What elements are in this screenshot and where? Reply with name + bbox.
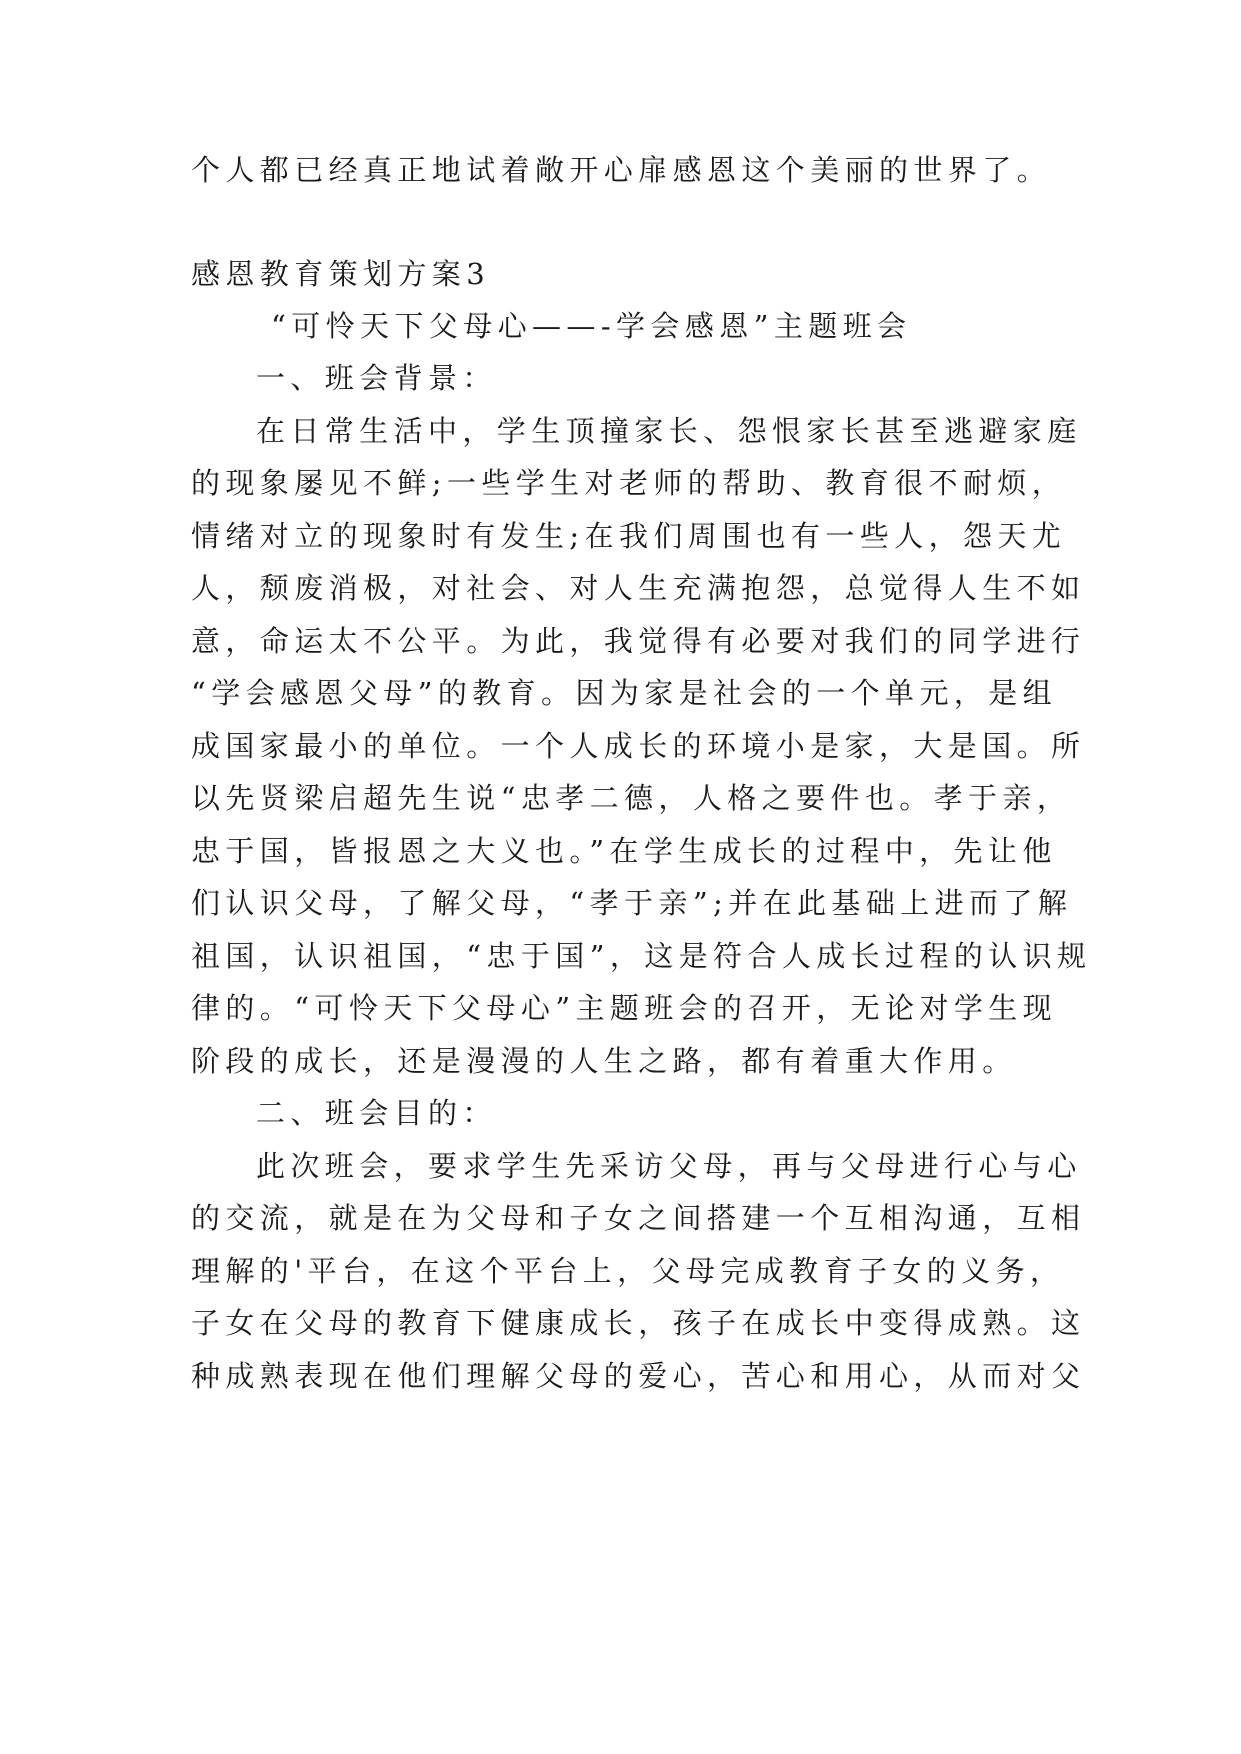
paragraph-line: “学会感恩父母”的教育。因为家是社会的一个单元，是组 — [191, 676, 1058, 710]
paragraph-line: 此次班会，要求学生先采访父母，再与父母进行心与心 — [256, 1149, 1082, 1183]
subheading-purpose: 二、班会目的： — [256, 1096, 497, 1130]
paragraph-line: 的现象屡见不鲜;一些学生对老师的帮助、教育很不耐烦， — [191, 466, 1067, 500]
paragraph-line: 们认识父母，了解父母，“孝于亲”;并在此基础上进而了解 — [191, 886, 1073, 920]
paragraph-line: 忠于国，皆报恩之大义也。”在学生成长的过程中，先让他 — [191, 834, 1057, 868]
paragraph-line: 在日常生活中，学生顶撞家长、怨恨家长甚至逃避家庭 — [256, 414, 1082, 448]
paragraph-line: 阶段的成长，还是漫漫的人生之路，都有着重大作用。 — [191, 1044, 1017, 1078]
paragraph-line: 个人都已经真正地试着敞开心扉感恩这个美丽的世界了。 — [191, 153, 1052, 187]
subheading-background: 一、班会背景： — [256, 361, 497, 395]
paragraph-line: 种成熟表现在他们理解父母的爱心，苦心和用心，从而对父 — [191, 1359, 1086, 1393]
section-heading: 感恩教育策划方案3 — [191, 257, 491, 291]
class-meeting-title: “可怜天下父母心——-学会感恩”主题班会 — [271, 309, 912, 343]
paragraph-line: 人，颓废消极，对社会、对人生充满抱怨，总觉得人生不如 — [191, 571, 1086, 605]
paragraph-line: 律的。“可怜天下父母心”主题班会的召开，无论对学生现 — [191, 991, 1058, 1025]
paragraph-line: 意，命运太不公平。为此，我觉得有必要对我们的同学进行 — [191, 624, 1086, 658]
paragraph-line: 以先贤梁启超先生说“忠孝二德，人格之要件也。孝于亲， — [191, 781, 1072, 815]
paragraph-line: 的交流，就是在为父母和子女之间搭建一个互相沟通，互相 — [191, 1201, 1086, 1235]
paragraph-line: 理解的'平台，在这个平台上，父母完成教育子女的义务， — [191, 1254, 1065, 1288]
paragraph-line: 子女在父母的教育下健康成长，孩子在成长中变得成熟。这 — [191, 1306, 1086, 1340]
paragraph-line: 祖国，认识祖国，“忠于国”，这是符合人成长过程的认识规 — [191, 939, 1092, 973]
paragraph-line: 情绪对立的现象时有发生;在我们周围也有一些人，怨天尤 — [191, 519, 1067, 553]
paragraph-line: 成国家最小的单位。一个人成长的环境小是家，大是国。所 — [191, 729, 1086, 763]
